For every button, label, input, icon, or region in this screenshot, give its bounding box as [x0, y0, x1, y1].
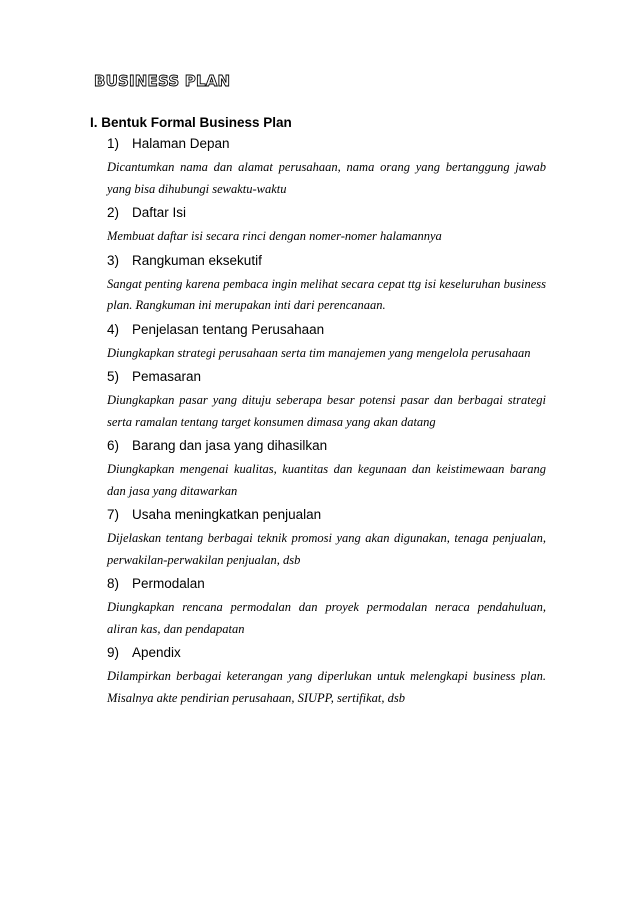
item-description: Dilampirkan berbagai keterangan yang diperlukan untuk melengkapi business plan. Misalnya akte pendirian perusahaan, SIUPP, sertifikat, dsb	[107, 669, 546, 705]
item-number: 3)	[107, 252, 120, 268]
item-description: Diungkapkan strategi perusahaan serta tim manajemen yang mengelola perusahaan	[107, 345, 531, 360]
item-number: 6)	[107, 438, 120, 453]
item-description: Sangat penting karena pembaca ingin melihat secara cepat ttg isi keseluruhan business plan. Rangkuman ini merupakan inti dari perencanaan.	[107, 276, 546, 312]
item-description: Dicantumkan nama dan alamat perusahaan, nama orang yang bertanggung jawab yang bisa dihubungi sewaktu-waktu	[107, 160, 546, 196]
list-item	[107, 204, 546, 248]
item-heading	[107, 644, 546, 661]
item-title: Pemasaran	[132, 369, 202, 384]
item-description: Diungkapkan rencana permodalan dan proyek permodalan neraca pendahuluan, aliran kas, dan pendapatan	[107, 600, 546, 636]
list-item	[107, 644, 546, 709]
item-number: 2)	[107, 205, 120, 220]
list-item	[107, 368, 546, 433]
item-title: Penjelasan tentang Perusahaan	[132, 321, 325, 337]
item-description: Diungkapkan mengenai kualitas, kuantitas dan kegunaan dan keistimewaan barang dan jasa yang ditawarkan	[107, 462, 546, 498]
list-item	[107, 437, 546, 502]
item-heading	[107, 506, 546, 523]
business-plan-items	[107, 135, 546, 713]
item-number: 9)	[107, 645, 120, 660]
item-heading	[107, 252, 546, 269]
item-title: Rangkuman eksekutif	[132, 252, 262, 268]
list-item	[107, 575, 546, 640]
item-heading	[107, 321, 546, 338]
item-number: 7)	[107, 507, 120, 522]
item-title: Apendix	[132, 645, 181, 660]
item-title: Daftar Isi	[132, 205, 187, 220]
item-description: Membuat daftar isi secara rinci dengan nomer-nomer halamannya	[107, 229, 442, 243]
item-title: Usaha meningkatkan penjualan	[132, 507, 322, 522]
document-title: BUSINESS PLAN	[94, 72, 231, 90]
item-description: Diungkapkan pasar yang dituju seberapa besar potensi pasar dan berbagai strategi serta ramalan tentang target konsumen dimasa yang akan datang	[107, 393, 546, 429]
section-heading: I. Bentuk Formal Business Plan	[90, 115, 292, 130]
list-item	[107, 252, 546, 317]
item-number: 4)	[107, 321, 120, 337]
item-number: 1)	[107, 136, 120, 151]
item-number: 5)	[107, 369, 120, 384]
list-item	[107, 506, 546, 571]
item-heading	[107, 575, 546, 592]
list-item	[107, 321, 546, 365]
list-item	[107, 135, 546, 200]
item-number: 8)	[107, 576, 120, 591]
item-heading	[107, 204, 546, 221]
item-heading	[107, 368, 546, 385]
item-title: Halaman Depan	[132, 136, 230, 151]
item-heading	[107, 437, 546, 454]
item-description: Dijelaskan tentang berbagai teknik promosi yang akan digunakan, tenaga penjualan, perwakilan-perwakilan penjualan, dsb	[107, 531, 546, 567]
item-title: Barang dan jasa yang dihasilkan	[132, 438, 328, 453]
item-title: Permodalan	[132, 576, 205, 591]
item-heading	[107, 135, 546, 152]
